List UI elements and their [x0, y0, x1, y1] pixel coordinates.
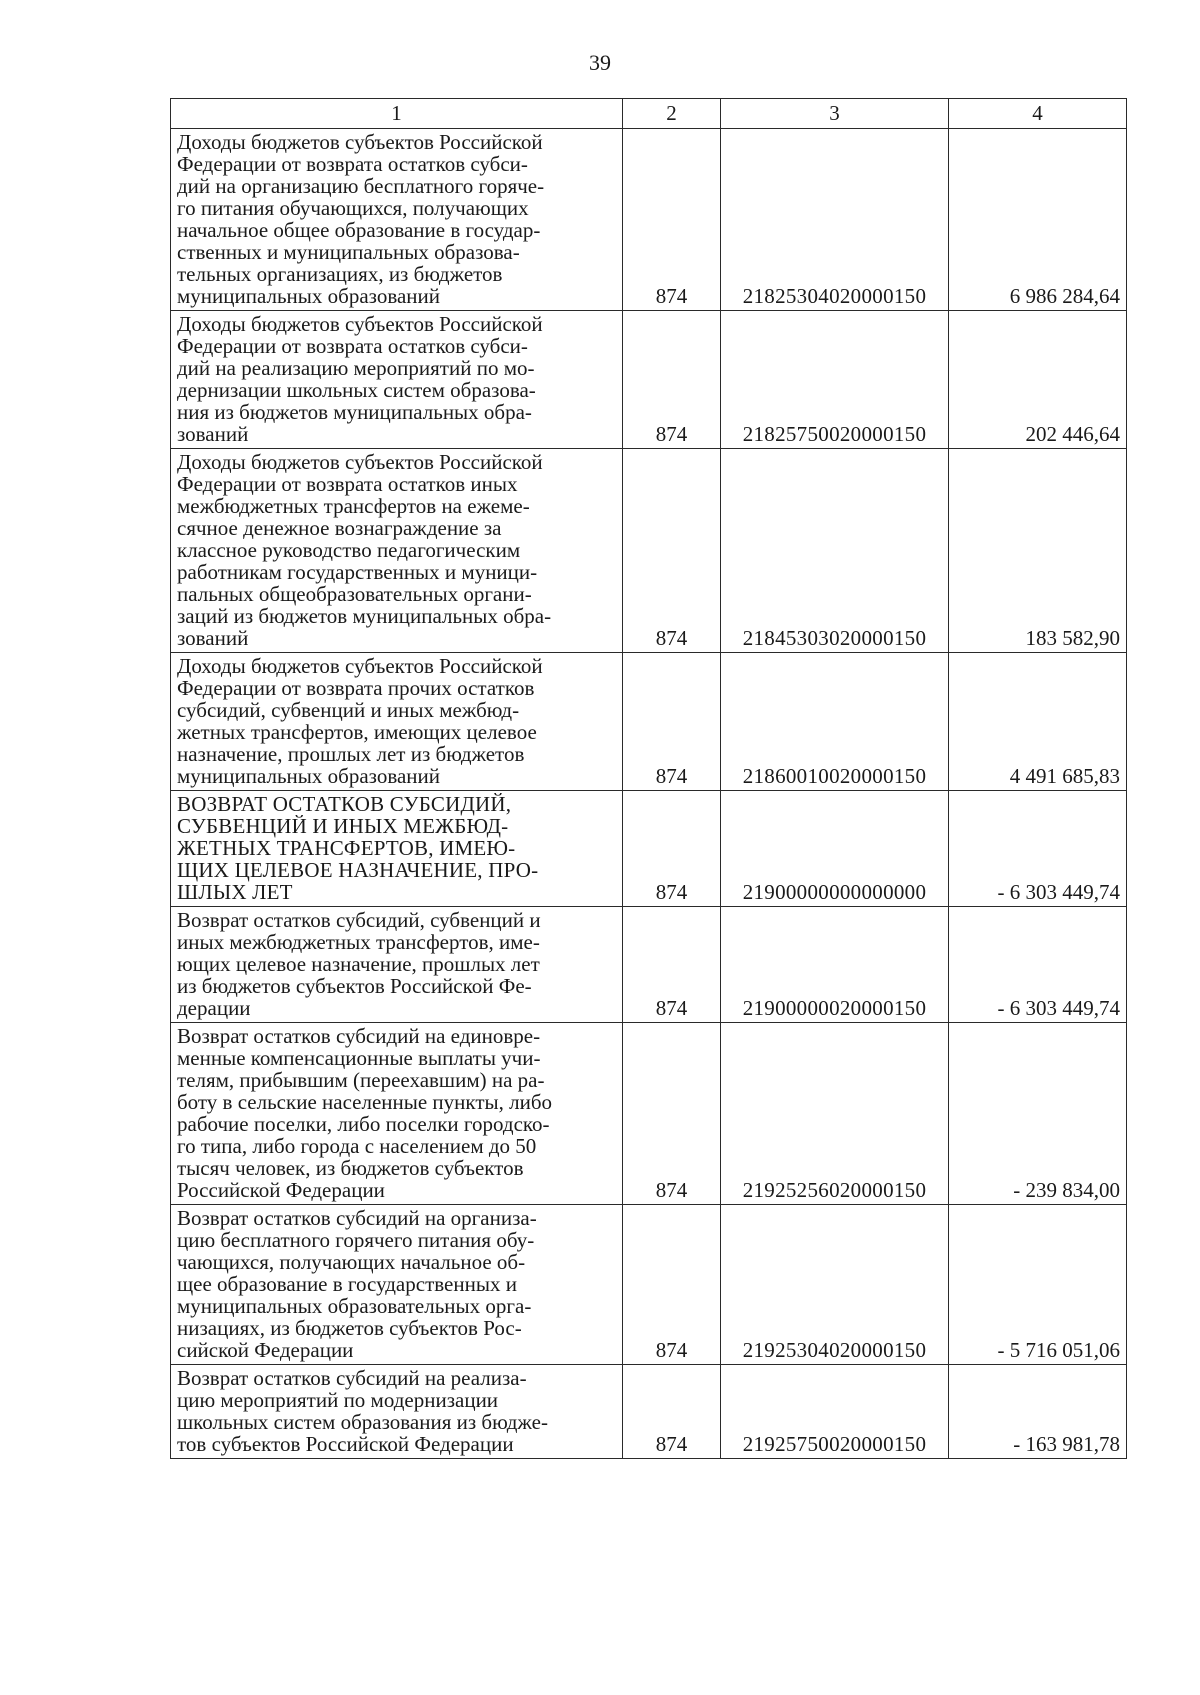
row-name-line: цию мероприятий по модернизации: [177, 1388, 499, 1412]
row-amount: 183 582,90: [949, 449, 1127, 653]
row-admin-code: 874: [623, 1365, 721, 1459]
row-budget-code: 21900000000000000: [721, 791, 949, 907]
row-name: [171, 1205, 623, 1365]
row-name-line: тысяч человек, из бюджетов субъектов: [177, 1156, 524, 1180]
table-row: [171, 311, 1127, 449]
row-amount: - 5 716 051,06: [949, 1205, 1127, 1365]
row-budget-code: 21825304020000150: [721, 129, 949, 311]
row-name-line: тельных организациях, из бюджетов: [177, 262, 503, 286]
row-name-line: дернизации школьных систем образова-: [177, 378, 536, 402]
row-name-line: рабочие поселки, либо поселки городско-: [177, 1112, 550, 1136]
row-budget-code: 21925304020000150: [721, 1205, 949, 1365]
table-row: [171, 1023, 1127, 1205]
row-name-line: Доходы бюджетов субъектов Российской: [177, 130, 543, 154]
row-budget-code: 21825750020000150: [721, 311, 949, 449]
table-body: [171, 129, 1127, 1459]
row-amount: 4 491 685,83: [949, 653, 1127, 791]
table-row: [171, 1365, 1127, 1459]
row-name-line: иных межбюджетных трансфертов, име-: [177, 930, 540, 954]
row-name-line: чающихся, получающих начальное об-: [177, 1250, 526, 1274]
row-amount: - 6 303 449,74: [949, 791, 1127, 907]
row-name-line: Возврат остатков субсидий на реализа-: [177, 1366, 527, 1390]
row-name-line: Доходы бюджетов субъектов Российской: [177, 312, 543, 336]
row-admin-code: 874: [623, 129, 721, 311]
row-name-line: пальных общеобразовательных органи-: [177, 582, 532, 606]
row-amount: - 163 981,78: [949, 1365, 1127, 1459]
row-name-line: щее образование в государственных и: [177, 1272, 517, 1296]
row-name-line: сийской Федерации: [177, 1338, 354, 1362]
row-name-line: зований: [177, 626, 249, 650]
row-name-line: назначение, прошлых лет из бюджетов: [177, 742, 525, 766]
row-admin-code: 874: [623, 449, 721, 653]
row-name-line: ШЛЫХ ЛЕТ: [177, 880, 293, 904]
column-header-admin: 2: [623, 99, 721, 129]
row-name-line: школьных систем образования из бюдже-: [177, 1410, 548, 1434]
column-header-code: 3: [721, 99, 949, 129]
row-name: [171, 1365, 623, 1459]
row-name-line: боту в сельские населенные пункты, либо: [177, 1090, 553, 1114]
row-amount: 202 446,64: [949, 311, 1127, 449]
page-number: 39: [589, 50, 611, 75]
row-name-line: начальное общее образование в государ-: [177, 218, 541, 242]
row-name-line: го типа, либо города с населением до 50: [177, 1134, 537, 1158]
row-budget-code: 21845303020000150: [721, 449, 949, 653]
table-row: [171, 449, 1127, 653]
row-name-line: ЩИХ ЦЕЛЕВОЕ НАЗНАЧЕНИЕ, ПРО-: [177, 858, 539, 882]
row-admin-code: 874: [623, 1023, 721, 1205]
row-name-line: дий на организацию бесплатного горяче-: [177, 174, 545, 198]
row-name-line: дерации: [177, 996, 251, 1020]
table-header-row: [171, 99, 1127, 129]
row-name-line: Российской Федерации: [177, 1178, 385, 1202]
row-name-line: низациях, из бюджетов субъектов Рос-: [177, 1316, 522, 1340]
row-name-line: ВОЗВРАТ ОСТАТКОВ СУБСИДИЙ,: [177, 792, 512, 816]
row-name: [171, 907, 623, 1023]
row-name-line: Федерации от возврата остатков субси-: [177, 152, 528, 176]
row-name-line: зований: [177, 422, 249, 446]
row-name-line: дий на реализацию мероприятий по мо-: [177, 356, 535, 380]
row-budget-code: 21860010020000150: [721, 653, 949, 791]
row-amount: - 6 303 449,74: [949, 907, 1127, 1023]
row-admin-code: 874: [623, 1205, 721, 1365]
row-name-line: Федерации от возврата прочих остатков: [177, 676, 535, 700]
row-name-line: СУБВЕНЦИЙ И ИНЫХ МЕЖБЮД-: [177, 814, 509, 838]
row-name-line: ЖЕТНЫХ ТРАНСФЕРТОВ, ИМЕЮ-: [177, 836, 516, 860]
column-header-amount: 4: [949, 99, 1127, 129]
row-name-line: Возврат остатков субсидий на организа-: [177, 1206, 537, 1230]
row-name-line: Федерации от возврата остатков субси-: [177, 334, 528, 358]
row-name-line: цию бесплатного горячего питания обу-: [177, 1228, 535, 1252]
row-name: [171, 311, 623, 449]
row-budget-code: 21900000020000150: [721, 907, 949, 1023]
table-row: [171, 1205, 1127, 1365]
row-name-line: муниципальных образований: [177, 764, 440, 788]
row-name-line: го питания обучающихся, получающих: [177, 196, 529, 220]
row-name-line: субсидий, субвенций и иных межбюд-: [177, 698, 520, 722]
row-name-line: менные компенсационные выплаты учи-: [177, 1046, 541, 1070]
row-name-line: межбюджетных трансфертов на ежеме-: [177, 494, 530, 518]
row-name-line: телям, прибывшим (переехавшим) на ра-: [177, 1068, 545, 1092]
row-name-line: Возврат остатков субсидий на единовре-: [177, 1024, 541, 1048]
row-name-line: классное руководство педагогическим: [177, 538, 521, 562]
row-name-line: работникам государственных и муници-: [177, 560, 538, 584]
row-admin-code: 874: [623, 653, 721, 791]
row-name: [171, 129, 623, 311]
row-name-line: тов субъектов Российской Федерации: [177, 1432, 514, 1456]
row-name: [171, 653, 623, 791]
row-name: [171, 449, 623, 653]
budget-table: [170, 98, 1127, 1459]
row-name-line: заций из бюджетов муниципальных обра-: [177, 604, 552, 628]
column-header-name: 1: [171, 99, 623, 129]
row-admin-code: 874: [623, 311, 721, 449]
row-name-line: ющих целевое назначение, прошлых лет: [177, 952, 540, 976]
row-budget-code: 21925750020000150: [721, 1365, 949, 1459]
row-name-line: Возврат остатков субсидий, субвенций и: [177, 908, 541, 932]
table-row: [171, 129, 1127, 311]
table-row: [171, 653, 1127, 791]
row-name-line: ственных и муниципальных образова-: [177, 240, 520, 264]
row-name-line: муниципальных образований: [177, 284, 440, 308]
row-name-line: сячное денежное вознаграждение за: [177, 516, 502, 540]
row-name-line: из бюджетов субъектов Российской Фе-: [177, 974, 532, 998]
row-name-line: жетных трансфертов, имеющих целевое: [177, 720, 537, 744]
row-name: [171, 791, 623, 907]
table-row: [171, 907, 1127, 1023]
row-admin-code: 874: [623, 907, 721, 1023]
table-row: [171, 791, 1127, 907]
row-budget-code: 21925256020000150: [721, 1023, 949, 1205]
row-name-line: Федерации от возврата остатков иных: [177, 472, 518, 496]
row-name-line: Доходы бюджетов субъектов Российской: [177, 654, 543, 678]
row-name: [171, 1023, 623, 1205]
row-amount: - 239 834,00: [949, 1023, 1127, 1205]
row-name-line: ния из бюджетов муниципальных обра-: [177, 400, 532, 424]
row-admin-code: 874: [623, 791, 721, 907]
row-name-line: муниципальных образовательных орга-: [177, 1294, 532, 1318]
row-amount: 6 986 284,64: [949, 129, 1127, 311]
row-name-line: Доходы бюджетов субъектов Российской: [177, 450, 543, 474]
